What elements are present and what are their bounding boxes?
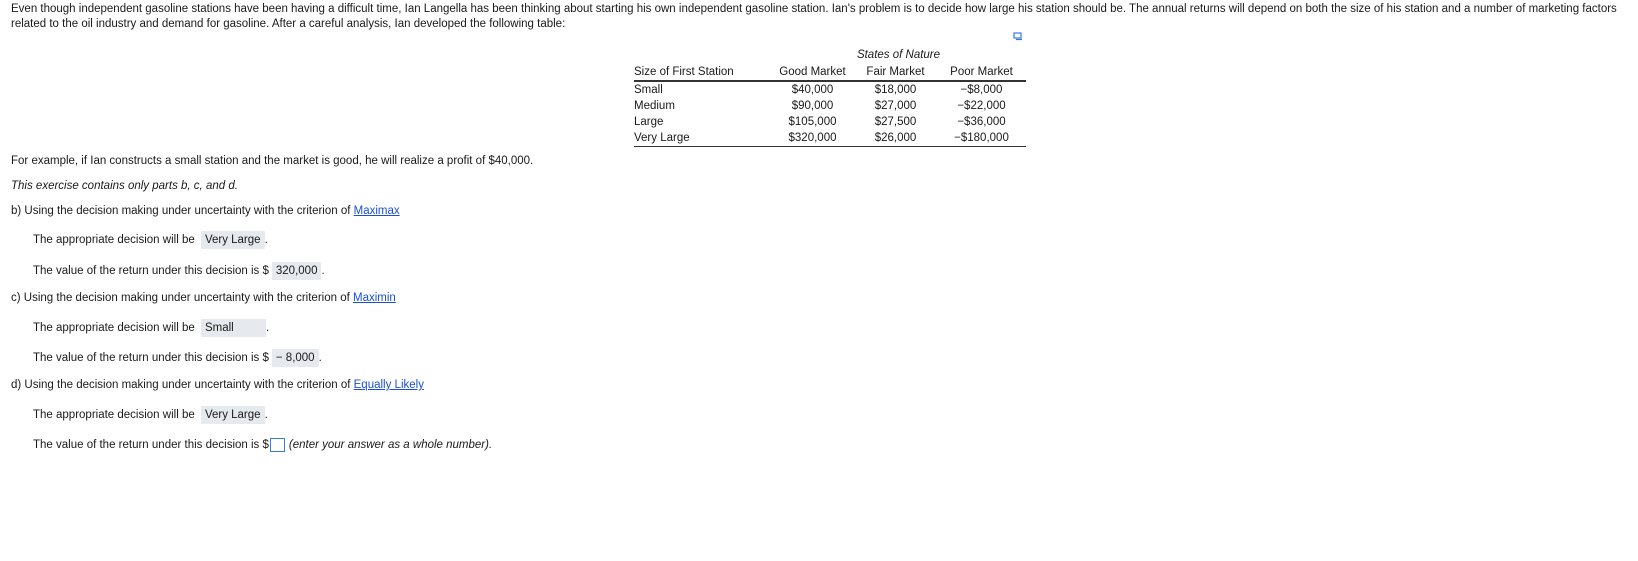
part-b-prompt [11,203,400,219]
column-header: Fair Market [854,63,937,81]
states-of-nature-label: States of Nature [856,48,941,61]
table-cell: $105,000 [788,116,837,128]
value-label: The value of the return under this decision is $ [33,265,269,277]
value-label: The value of the return under this decision is $ [33,352,269,364]
table-cell: $40,000 [791,84,834,96]
table-cell: −$8,000 [960,84,1003,96]
decision-label: The appropriate decision will be [33,234,195,246]
part-c-decision-answer[interactable]: Small [201,319,266,337]
part-d-value-line [33,437,492,453]
period: . [264,234,268,246]
part-c-decision-line [33,319,269,337]
exercise-note: This exercise contains only parts b, c, and d. [11,180,238,192]
table-cell: Medium [634,100,675,112]
table-row [634,130,1026,147]
table-cell: $27,000 [874,100,917,112]
value-label: The value of the return under this decision is $ [33,439,269,451]
part-c-prompt [11,290,396,306]
table-cell: $27,500 [874,116,917,128]
table-cell: Small [634,84,663,96]
column-header: Poor Market [937,63,1026,81]
table-cell: Large [634,116,664,128]
table-cell: $90,000 [791,100,834,112]
period: . [264,409,268,421]
part-b-decision-answer[interactable]: Very Large [201,231,265,249]
part-b-value-answer[interactable]: 320,000 [272,262,322,280]
table-cell: $26,000 [854,130,937,147]
part-d-text: d) Using the decision making under uncertainty with the criterion of [11,379,351,391]
part-b-decision-line [33,231,268,249]
table-cell: $18,000 [874,84,917,96]
column-header: Size of First Station [634,63,771,81]
answer-hint: (enter your answer as a whole number). [288,439,493,451]
problem-intro: Even though independent gasoline stations have been having a difficult time, Ian Langella has been thinking about starting his own independent gasoline station. Ian's problem is to decide how large his station should be. The annual returns will depend on both the size of his station and a number of marketing factors related to the oil industry and demand for gasoline. After a careful analysis, Ian developed the following table: [11,3,1617,30]
decision-label: The appropriate decision will be [33,409,195,421]
payoff-table [634,46,1026,147]
part-d-decision-answer[interactable]: Very Large [201,406,265,424]
column-header: Good Market [771,63,854,81]
copy-table-icon[interactable] [1013,31,1023,41]
table-row [634,114,1026,130]
period: . [321,265,325,277]
table-cell: −$180,000 [937,130,1026,147]
decision-label: The appropriate decision will be [33,322,195,334]
period: . [265,322,270,334]
part-c-value-answer[interactable]: − 8,000 [272,349,319,367]
period: . [318,352,322,364]
equally-likely-link[interactable]: Equally Likely [353,379,424,391]
table-cell: −$22,000 [957,100,1006,112]
table-row [634,98,1026,114]
part-d-value-input[interactable] [270,438,285,452]
part-b-value-line [33,262,325,280]
table-cell: Very Large [634,130,771,147]
part-c-value-line [33,349,322,367]
table-row [634,81,1026,98]
table-cell: −$36,000 [957,116,1006,128]
part-c-text: c) Using the decision making under uncertainty with the criterion of [11,292,350,304]
maximin-link[interactable]: Maximin [352,292,396,304]
example-text: For example, if Ian constructs a small station and the market is good, he will realize a profit of $40,000. [11,155,534,167]
part-d-decision-line [33,406,268,424]
part-d-prompt [11,377,424,393]
table-cell: $320,000 [771,130,854,147]
part-b-text: b) Using the decision making under uncertainty with the criterion of [11,205,351,217]
maximax-link[interactable]: Maximax [353,205,400,217]
